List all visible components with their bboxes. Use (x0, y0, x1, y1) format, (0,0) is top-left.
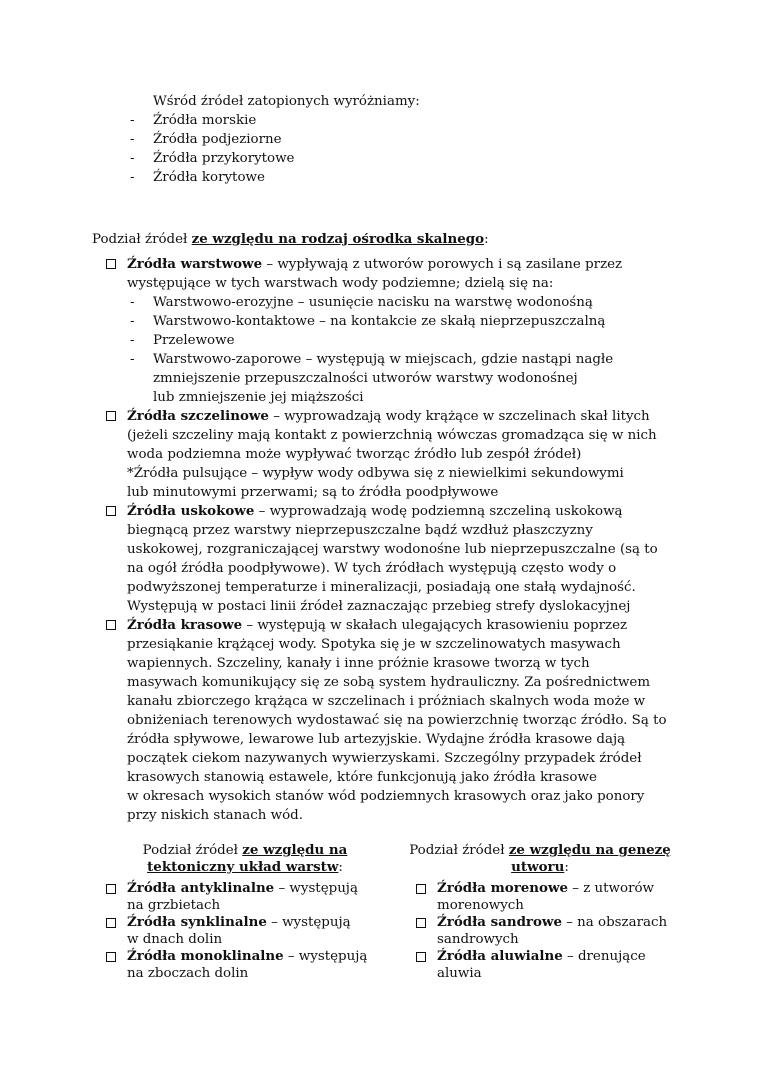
list-dash: - (130, 151, 135, 166)
text-line: występujące w tych warstwach wody podziemne; dzielą się na: (127, 276, 554, 291)
list-dash: - (130, 113, 135, 128)
list-item (437, 948, 646, 965)
checkbox-bullet-icon (106, 918, 116, 928)
text-fragment: – na obszarach (561, 915, 668, 930)
heading-bold: utworu (511, 859, 565, 875)
list-dash: - (130, 295, 135, 310)
text-line: źródła spływowe, lewarowe lub artezyjskie. Wydajne źródła krasowe dają (127, 732, 626, 747)
text-line: sandrowych (437, 932, 519, 947)
text-fragment: – występują (274, 881, 358, 896)
text-line: początek ciekom nazywanych wywierzyskami. Szczególny przypadek źródeł (127, 751, 642, 766)
text-fragment: – występują w skałach ulegających krasowieniu poprzez (242, 618, 628, 633)
section-heading-tektoniczny-cont (115, 859, 375, 876)
text-line: krasowych stanowią estawele, które funkcjonują jako źródła krasowe (127, 770, 597, 785)
checkbox-bullet-icon (416, 884, 426, 894)
list-item (437, 914, 667, 931)
list-item: Warstwowo-erozyjne – usunięcie nacisku na warstwę wodonośną (153, 295, 593, 310)
text-line: na ogół źródła poodpływowe). W tych źródłach występują często wody o (127, 561, 617, 576)
text-line: masywach komunikujący się ze sobą system hydrauliczny. Za pośrednictwem (127, 675, 651, 690)
list-dash: - (130, 170, 135, 185)
term-krasowe: Źródła krasowe (127, 617, 243, 633)
szczelinowe-line (127, 407, 650, 426)
checkbox-bullet-icon (416, 918, 426, 928)
uskokowe-line (127, 502, 623, 521)
section-heading-tektoniczny (115, 842, 375, 859)
text-line: przesiąkanie krążącej wody. Spotyka się je w szczelinowatych masywach (127, 637, 621, 652)
heading-prefix: Podział źródeł (142, 843, 243, 858)
list-dash: - (130, 333, 135, 348)
list-dash: - (130, 352, 135, 367)
heading-suffix: : (484, 232, 489, 247)
checkbox-bullet-icon (106, 411, 116, 421)
list-item: Źródła przykorytowe (153, 151, 295, 166)
text-line: Występują w postaci linii źródeł zaznaczając przebieg strefy dyslokacyjnej (127, 599, 631, 614)
list-item: Źródła korytowe (153, 170, 265, 185)
term: Źródła sandrowe (437, 914, 562, 930)
checkbox-bullet-icon (106, 506, 116, 516)
term-szczelinowe: Źródła szczelinowe (127, 408, 269, 424)
term-uskokowe: Źródła uskokowe (127, 503, 255, 519)
heading-bold: tektoniczny układ warstw (147, 859, 339, 875)
term-warstwowe: Źródła warstwowe (127, 256, 263, 272)
text-line: aluwia (437, 966, 482, 981)
text-line: podwyższonej temperaturze i mineralizacji, posiadają one stałą wydajność. (127, 580, 636, 595)
term: Źródła aluwialne (437, 948, 563, 964)
checkbox-bullet-icon (106, 620, 116, 630)
list-item (127, 948, 367, 965)
list-item: Źródła podjeziorne (153, 132, 282, 147)
text-line: obniżeniach terenowych wydostawać się na powierzchnię tworząc źródło. Są to (127, 713, 667, 728)
term: Źródła monoklinalne (127, 948, 284, 964)
text-line: na zboczach dolin (127, 966, 249, 981)
text-line: w dnach dolin (127, 932, 223, 947)
heading-bold: ze względu na genezę (508, 842, 671, 858)
checkbox-bullet-icon (106, 259, 116, 269)
checkbox-bullet-icon (106, 884, 116, 894)
text-line: kanału zbiorczego krążąca w szczelinach i próżniach skalnych woda może w (127, 694, 646, 709)
heading-prefix: Podział źródeł (92, 232, 192, 247)
text-line: przy niskich stanach wód. (127, 808, 303, 823)
text-line: *Źródła pulsujące – wypływ wody odbywa się z niewielkimi sekundowymi (127, 466, 624, 481)
list-dash: - (130, 132, 135, 147)
term: Źródła morenowe (437, 880, 569, 896)
text-fragment: – drenujące (562, 949, 646, 964)
section-heading-skalny (92, 230, 489, 249)
text-line: w okresach wysokich stanów wód podziemnych krasowych oraz jako ponory (127, 789, 645, 804)
text-line: zmniejszenie przepuszczalności utworów warstwy wodonośnej (153, 371, 578, 386)
warstwowe-line (127, 255, 622, 274)
list-item: Źródła morskie (153, 113, 257, 128)
text-line: biegnącą przez warstwy nieprzepuszczalne bądź wzdłuż płaszczyzny (127, 523, 593, 538)
term: Źródła antyklinalne (127, 880, 275, 896)
text-fragment: – występują (266, 915, 351, 930)
heading-suffix: : (564, 860, 569, 875)
heading-suffix: : (338, 860, 343, 875)
text-line: (jeżeli szczeliny mają kontakt z powierzchnią wówczas gromadząca się w nich (127, 428, 657, 443)
list-item (127, 914, 351, 931)
text-line: woda podziemna może wypływać tworząc źródło lub zespół źródeł) (127, 447, 582, 462)
list-item: Przelewowe (153, 333, 235, 348)
text-line: lub zmniejszenie jej miąższości (153, 390, 364, 405)
list-item (127, 880, 358, 897)
section-heading-geneza-cont (400, 859, 680, 876)
term: Źródła synklinalne (127, 914, 267, 930)
list-item: Warstwowo-zaporowe – występują w miejscach, gdzie nastąpi nagłe (153, 352, 614, 367)
list-item (437, 880, 654, 897)
list-dash: - (130, 314, 135, 329)
section-heading-geneza (400, 842, 680, 859)
heading-prefix: Podział źródeł (409, 843, 509, 858)
text-fragment: – występują (283, 949, 368, 964)
text-line: uskokowej, rozgraniczającej warstwy wodonośne lub nieprzepuszczalne (są to (127, 542, 658, 557)
text-fragment: – wyprowadzają wodę podziemną szczeliną uskokową (254, 504, 623, 519)
text-line: wapiennych. Szczeliny, kanały i inne próżnie krasowe tworzą w tych (127, 656, 590, 671)
text-line: lub minutowymi przerwami; są to źródła poodpływowe (127, 485, 499, 500)
zatopione-intro: Wśród źródeł zatopionych wyróżniamy: (153, 94, 420, 109)
krasowe-line (127, 616, 627, 635)
checkbox-bullet-icon (106, 952, 116, 962)
heading-bold: ze względu na rodzaj ośrodka skalnego (191, 231, 485, 247)
text-fragment: – wypływają z utworów porowych i są zasilane przez (262, 257, 623, 272)
checkbox-bullet-icon (416, 952, 426, 962)
heading-bold: ze względu na (242, 842, 348, 858)
text-line: morenowych (437, 898, 524, 913)
text-line: na grzbietach (127, 898, 221, 913)
text-fragment: – z utworów (568, 881, 654, 896)
text-fragment: – wyprowadzają wody krążące w szczelinach skał litych (268, 409, 650, 424)
list-item: Warstwowo-kontaktowe – na kontakcie ze skałą nieprzepuszczalną (153, 314, 606, 329)
